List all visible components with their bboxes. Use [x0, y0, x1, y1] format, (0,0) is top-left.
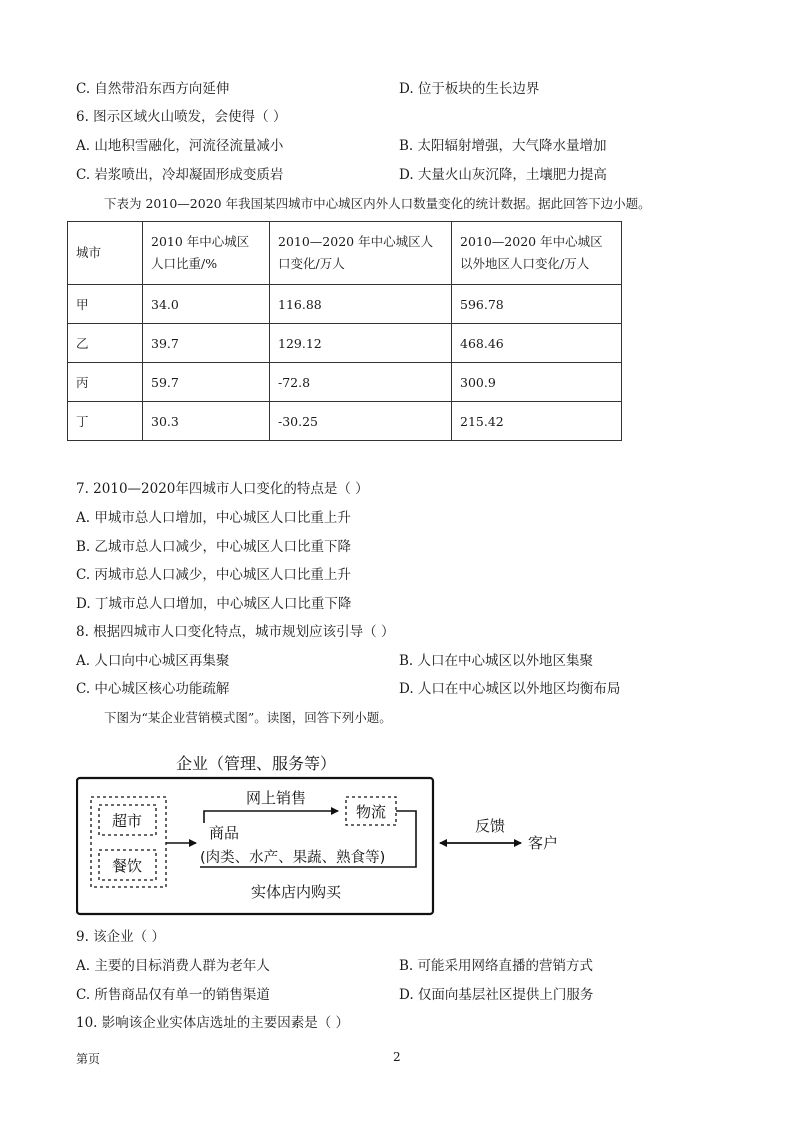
q5-option-d: D. 位于板块的生长边界 — [399, 81, 540, 97]
q7-stem: 7. 2010—2020年四城市人口变化的特点是（ ） — [76, 481, 369, 497]
header-share: 2010 年中心城区人口比重/% — [143, 222, 270, 285]
q8-option-d: D. 人口在中心城区以外地区均衡布局 — [399, 681, 621, 697]
table-row — [68, 285, 622, 324]
supermarket-label: 超市 — [111, 812, 143, 830]
cell-city: 乙 — [68, 324, 143, 363]
table-row — [68, 402, 622, 441]
cell-city: 丙 — [68, 363, 143, 402]
cell-outer: 468.46 — [452, 324, 622, 363]
catering-label: 餐饮 — [111, 857, 143, 875]
logistics-label: 物流 — [355, 803, 387, 821]
cell-outer: 596.78 — [452, 285, 622, 324]
q8-option-c: C. 中心城区核心功能疏解 — [76, 681, 230, 697]
population-table — [67, 221, 622, 441]
q9-option-b: B. 可能采用网络直播的营销方式 — [399, 958, 594, 974]
table-row — [68, 363, 622, 402]
cell-share: 39.7 — [143, 324, 270, 363]
cell-center: 116.88 — [270, 285, 452, 324]
header-outer-change: 2010—2020 年中心城区以外地区人口变化/万人 — [452, 222, 622, 285]
q7-option-a: A. 甲城市总人口增加，中心城区人口比重上升 — [76, 510, 351, 526]
cell-outer: 215.42 — [452, 402, 622, 441]
q9-stem: 9. 该企业（ ） — [76, 929, 165, 945]
cell-share: 30.3 — [143, 402, 270, 441]
goods-label: 商品 — [208, 824, 240, 842]
q6-option-a: A. 山地积雪融化，河流径流量减小 — [76, 138, 284, 154]
header-city: 城市 — [68, 222, 143, 285]
q6-option-c: C. 岩浆喷出，冷却凝固形成变质岩 — [76, 167, 284, 183]
table-header-row — [68, 222, 622, 285]
cell-share: 59.7 — [143, 363, 270, 402]
cell-outer: 300.9 — [452, 363, 622, 402]
table-row — [68, 324, 622, 363]
marketing-model-diagram — [76, 745, 636, 921]
cell-share: 34.0 — [143, 285, 270, 324]
q8-option-a: A. 人口向中心城区再集聚 — [76, 653, 230, 669]
enterprise-title: 企业（管理、服务等） — [175, 754, 337, 773]
header-center-change: 2010—2020 年中心城区人口变化/万人 — [270, 222, 452, 285]
q6-option-d: D. 大量火山灰沉降，土壤肥力提高 — [399, 167, 607, 183]
q6-option-b: B. 太阳辐射增强，大气降水量增加 — [399, 138, 607, 154]
q8-stem: 8. 根据四城市人口变化特点，城市规划应该引导（ ） — [76, 624, 395, 640]
q7-option-b: B. 乙城市总人口减少，中心城区人口比重下降 — [76, 539, 352, 555]
q9-option-d: D. 仅面向基层社区提供上门服务 — [399, 987, 594, 1003]
page-number: 2 — [393, 1050, 401, 1064]
q8-option-b: B. 人口在中心城区以外地区集聚 — [399, 653, 594, 669]
cell-center: -72.8 — [270, 363, 452, 402]
q9-option-c: C. 所售商品仅有单一的销售渠道 — [76, 987, 270, 1003]
q6-stem: 6. 图示区域火山喷发，会使得（ ） — [76, 109, 287, 125]
table-intro: 下表为 2010—2020 年我国某四城市中心城区内外人口数量变化的统计数据。据此回答下边小题。 — [104, 196, 651, 211]
q9-option-a: A. 主要的目标消费人群为老年人 — [76, 958, 270, 974]
logistics-connector — [396, 811, 416, 843]
goods-detail-label: (肉类、水产、果蔬、熟食等) — [200, 850, 386, 866]
q7-option-c: C. 丙城市总人口减少，中心城区人口比重上升 — [76, 567, 351, 583]
cell-center: -30.25 — [270, 402, 452, 441]
feedback-label: 反馈 — [474, 817, 506, 835]
online-sales-label: 网上销售 — [245, 789, 307, 807]
q10-stem: 10. 影响该企业实体店选址的主要因素是（ ） — [76, 1015, 350, 1031]
q7-option-d: D. 丁城市总人口增加，中心城区人口比重下降 — [76, 596, 352, 612]
online-sales-arrow — [204, 811, 338, 823]
customer-label: 客户 — [528, 834, 559, 852]
footer-label: 第页 — [76, 1052, 101, 1066]
cell-city: 丁 — [68, 402, 143, 441]
diagram-intro: 下图为“某企业营销模式图”。读图，回答下列小题。 — [104, 710, 392, 725]
instore-label: 实体店内购买 — [250, 883, 342, 901]
cell-center: 129.12 — [270, 324, 452, 363]
cell-city: 甲 — [68, 285, 143, 324]
q5-option-c: C. 自然带沿东西方向延伸 — [76, 81, 230, 97]
